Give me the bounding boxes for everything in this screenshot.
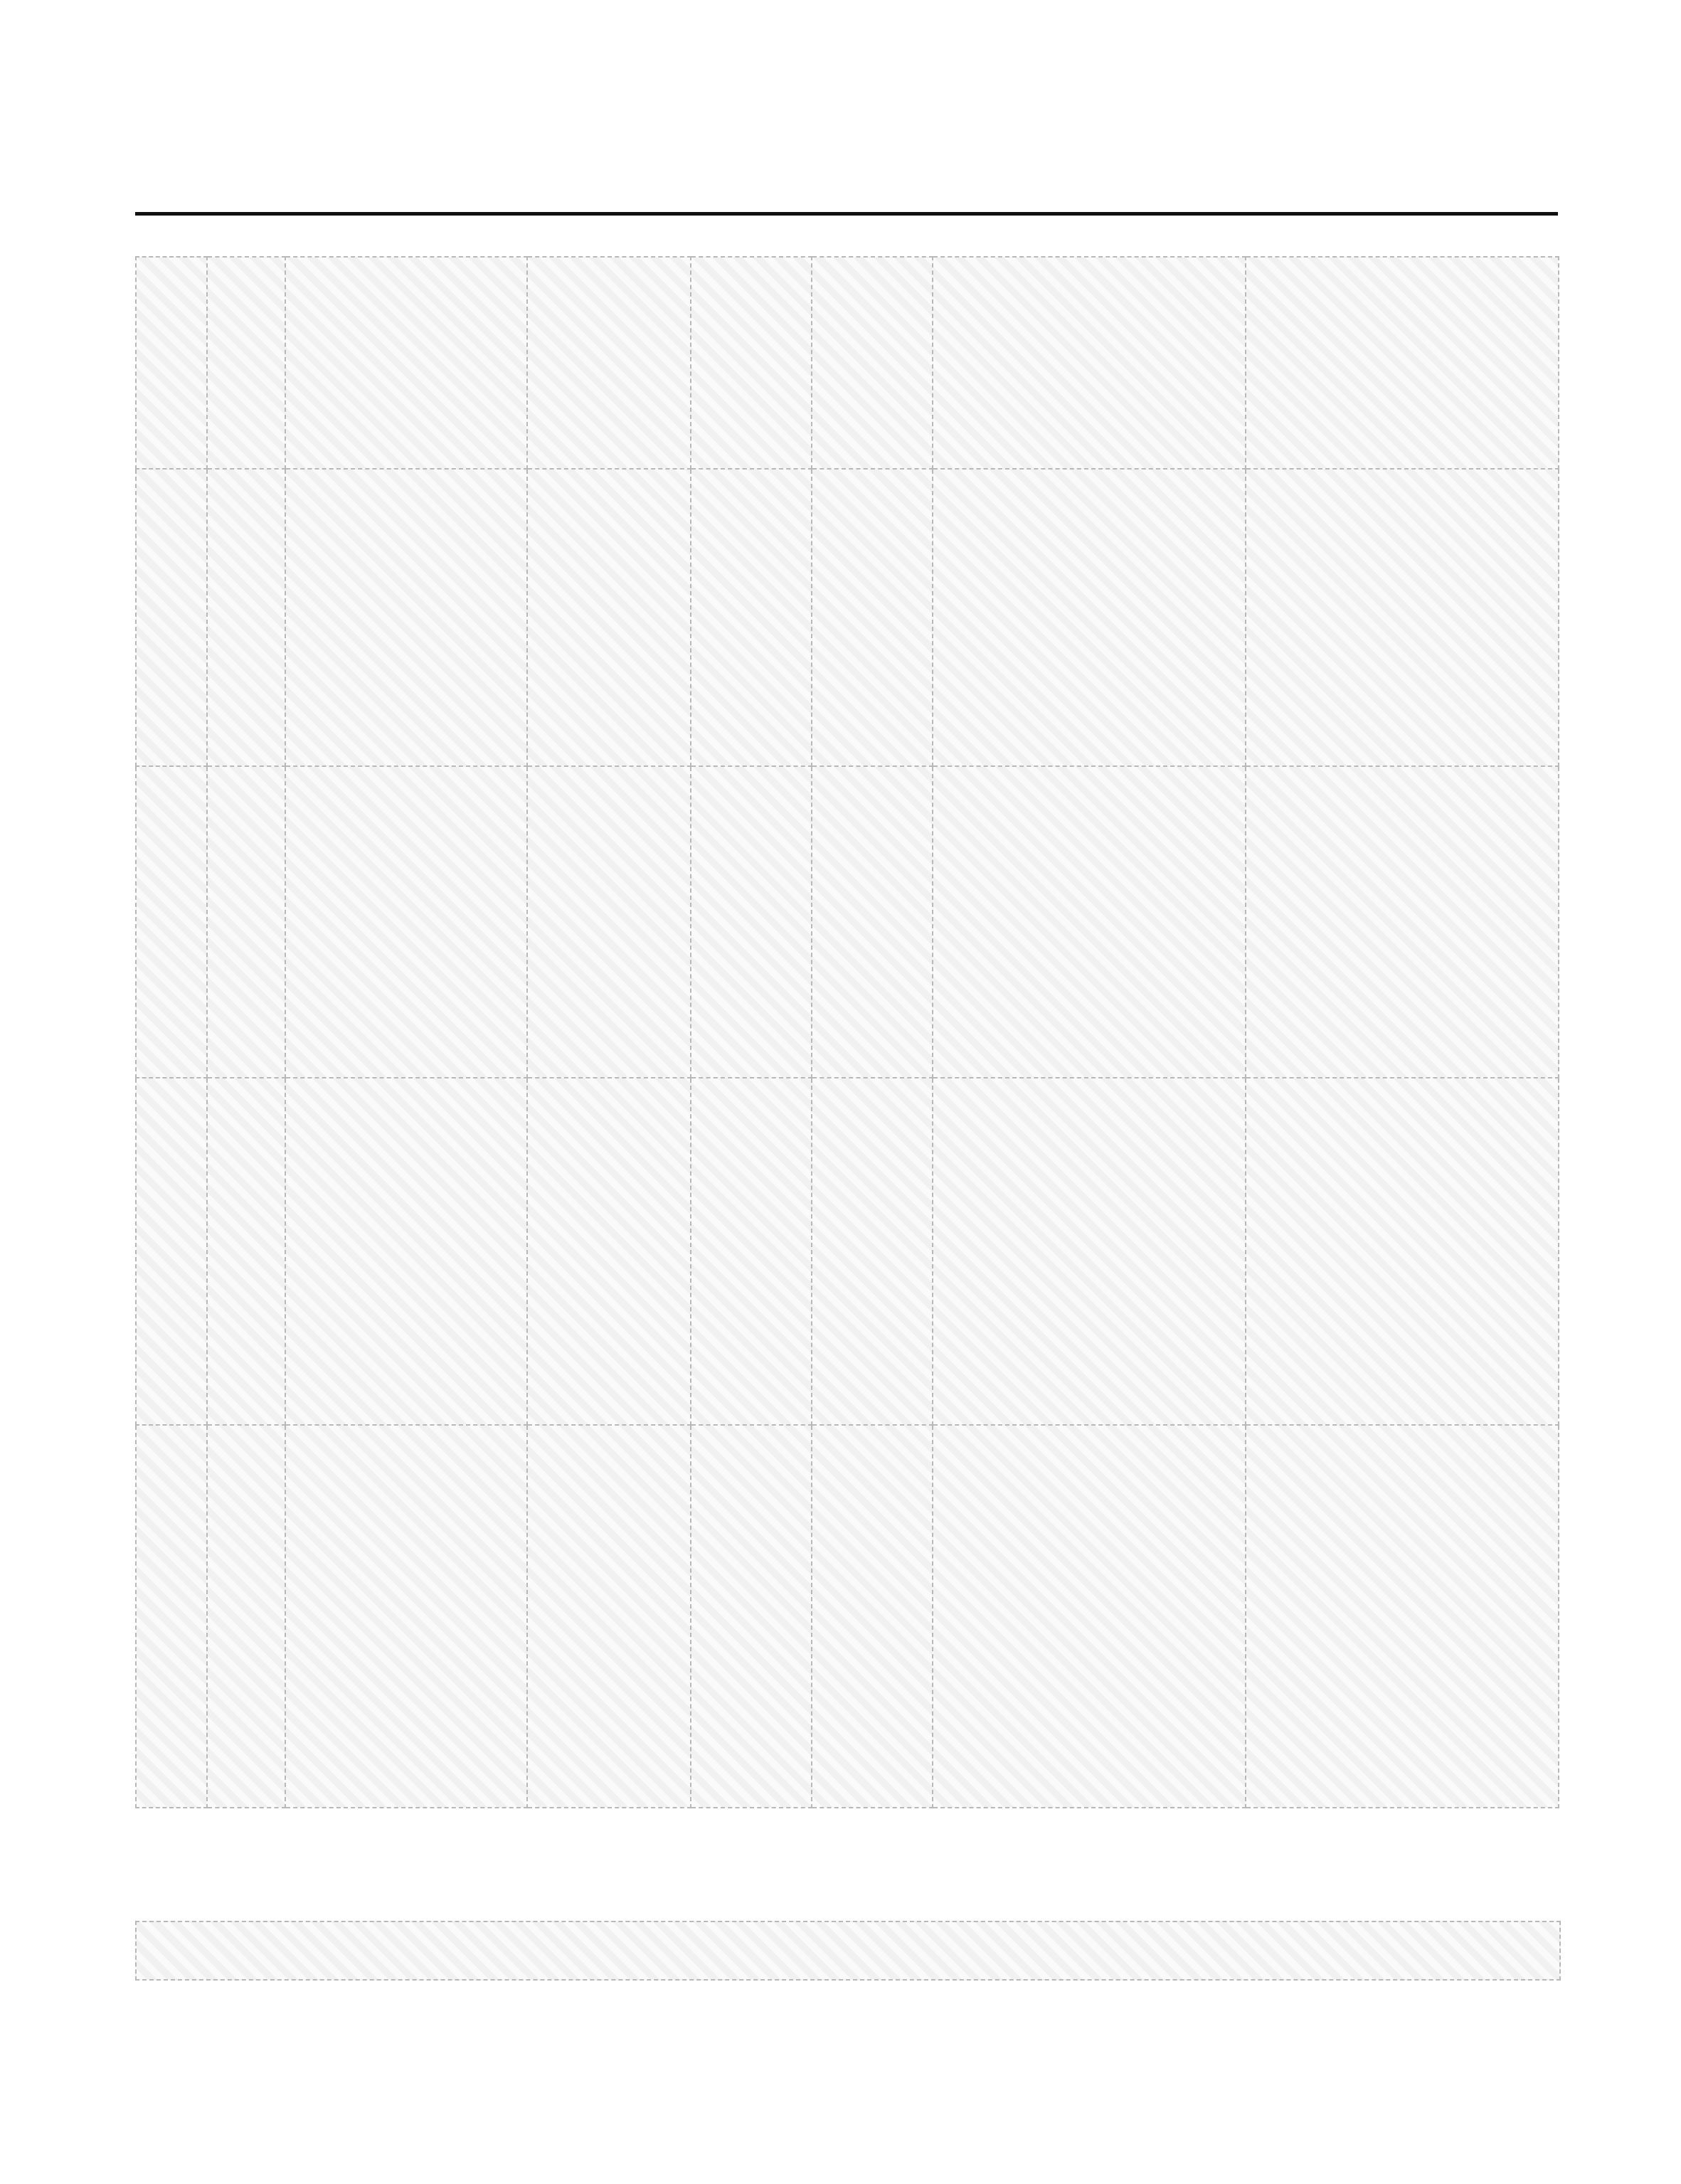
table-header-cell xyxy=(933,257,1246,469)
table-cell xyxy=(812,766,933,1078)
table-cell xyxy=(207,766,285,1078)
climate-table xyxy=(135,256,1559,1808)
header-rule xyxy=(135,212,1558,216)
table-header-cell xyxy=(1246,257,1559,469)
table-cell xyxy=(691,1425,812,1808)
table-cell xyxy=(691,766,812,1078)
table-cell xyxy=(527,766,691,1078)
table-cell xyxy=(136,1078,207,1425)
table-cell xyxy=(207,1425,285,1808)
document-page xyxy=(135,164,1558,1985)
table-cell xyxy=(285,469,527,766)
table-row xyxy=(136,766,1559,1078)
table-cell xyxy=(207,1078,285,1425)
table-header-cell xyxy=(527,257,691,469)
table-row xyxy=(136,469,1559,766)
table-cell xyxy=(527,1078,691,1425)
table-header-cell xyxy=(207,257,285,469)
table-cell xyxy=(1246,469,1559,766)
table-cell xyxy=(812,1425,933,1808)
table-cell xyxy=(933,1425,1246,1808)
table-cell xyxy=(285,1078,527,1425)
table-row xyxy=(136,1425,1559,1808)
table-cell xyxy=(1246,1078,1559,1425)
table-cell xyxy=(136,1425,207,1808)
table-cell xyxy=(691,469,812,766)
table-cell xyxy=(285,1425,527,1808)
table-cell xyxy=(527,1425,691,1808)
table-header-cell xyxy=(136,257,207,469)
table-cell xyxy=(812,1078,933,1425)
table-cell xyxy=(527,469,691,766)
table-header-cell xyxy=(812,257,933,469)
table-cell xyxy=(1246,1425,1559,1808)
table-header-cell xyxy=(691,257,812,469)
table-cell xyxy=(1246,766,1559,1078)
table-note xyxy=(135,1921,1561,1981)
table-cell xyxy=(933,1078,1246,1425)
table-cell xyxy=(812,469,933,766)
page-header xyxy=(135,164,1558,206)
table-cell xyxy=(285,766,527,1078)
table-header-row xyxy=(136,257,1559,469)
table-cell xyxy=(136,766,207,1078)
table-cell xyxy=(691,1078,812,1425)
table-row xyxy=(136,1078,1559,1425)
table-cell xyxy=(933,469,1246,766)
table-cell xyxy=(207,469,285,766)
table-header-cell xyxy=(285,257,527,469)
table-cell xyxy=(136,469,207,766)
table-cell xyxy=(933,766,1246,1078)
